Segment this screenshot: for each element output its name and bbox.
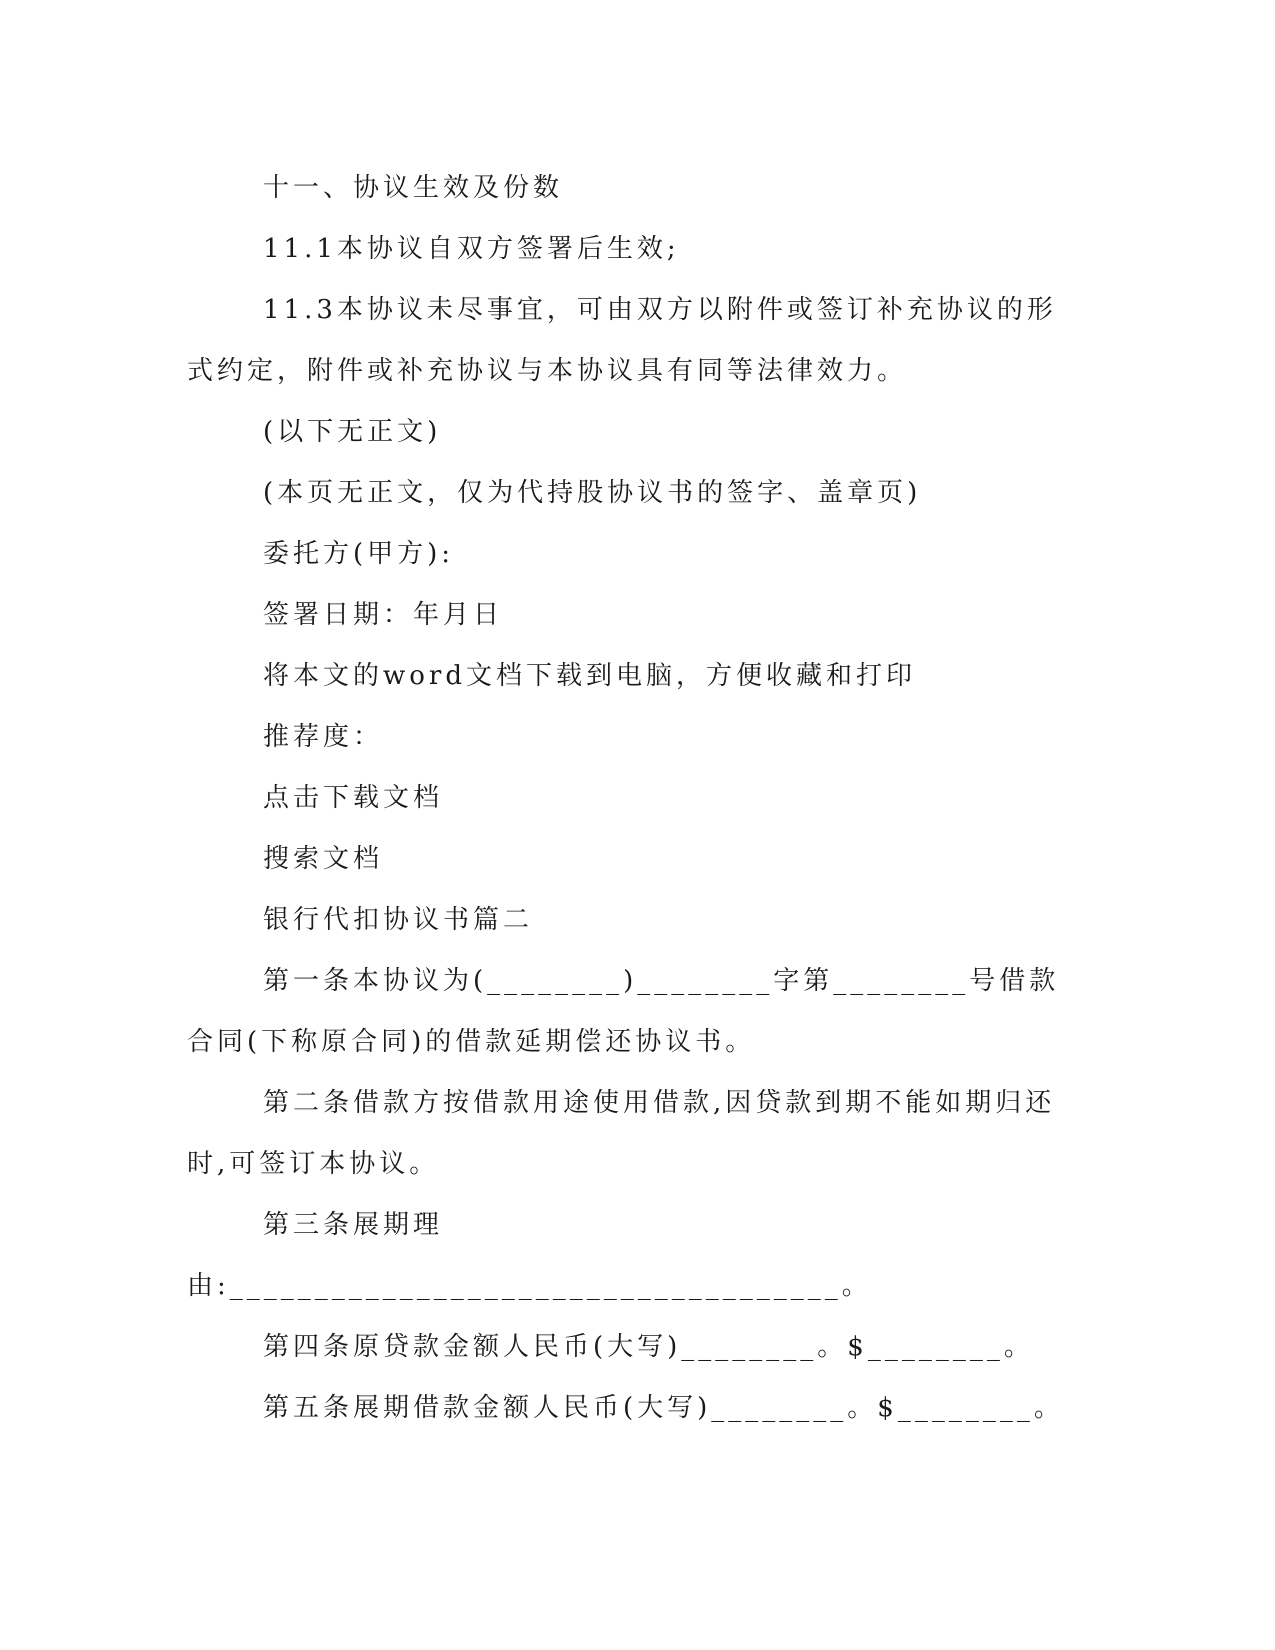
article-five: 第五条展期借款金额人民币(大写)________。$________。 (263, 1393, 1064, 1423)
section-heading: 十一、协议生效及份数 (263, 173, 564, 203)
signature-page-note: (本页无正文，仅为代持股协议书的签字、盖章页) (263, 478, 922, 508)
search-document-link[interactable]: 搜索文档 (263, 844, 384, 874)
part-two-heading: 银行代扣协议书篇二 (263, 905, 534, 935)
download-prompt: 将本文的word文档下载到电脑，方便收藏和打印 (263, 661, 916, 691)
document-body (187, 158, 1079, 1439)
article-four: 第四条原贷款金额人民币(大写)________。$________。 (263, 1332, 1034, 1362)
recommendation-line: 推荐度： (263, 722, 384, 752)
signing-date-line: 签署日期：年月日 (263, 600, 504, 630)
no-text-note: (以下无正文) (263, 417, 442, 447)
clause-11-3: 11.3本协议未尽事宜，可由双方以附件或签订补充协议的形式约定，附件或补充协议与本协议具有同等法律效力。 (187, 295, 1057, 386)
clause-11-1: 11.1本协议自双方签署后生效; (263, 234, 680, 264)
article-one: 第一条本协议为(________)________字第________号借款合同(下称原合同)的借款延期偿还协议书。 (187, 966, 1060, 1057)
principal-party-line: 委托方(甲方): (263, 539, 455, 569)
article-three: 第三条展期理由:____________________________________。 (187, 1210, 872, 1301)
download-document-link[interactable]: 点击下载文档 (263, 783, 444, 813)
article-two: 第二条借款方按借款用途使用借款,因贷款到期不能如期归还时,可签订本协议。 (187, 1088, 1056, 1179)
